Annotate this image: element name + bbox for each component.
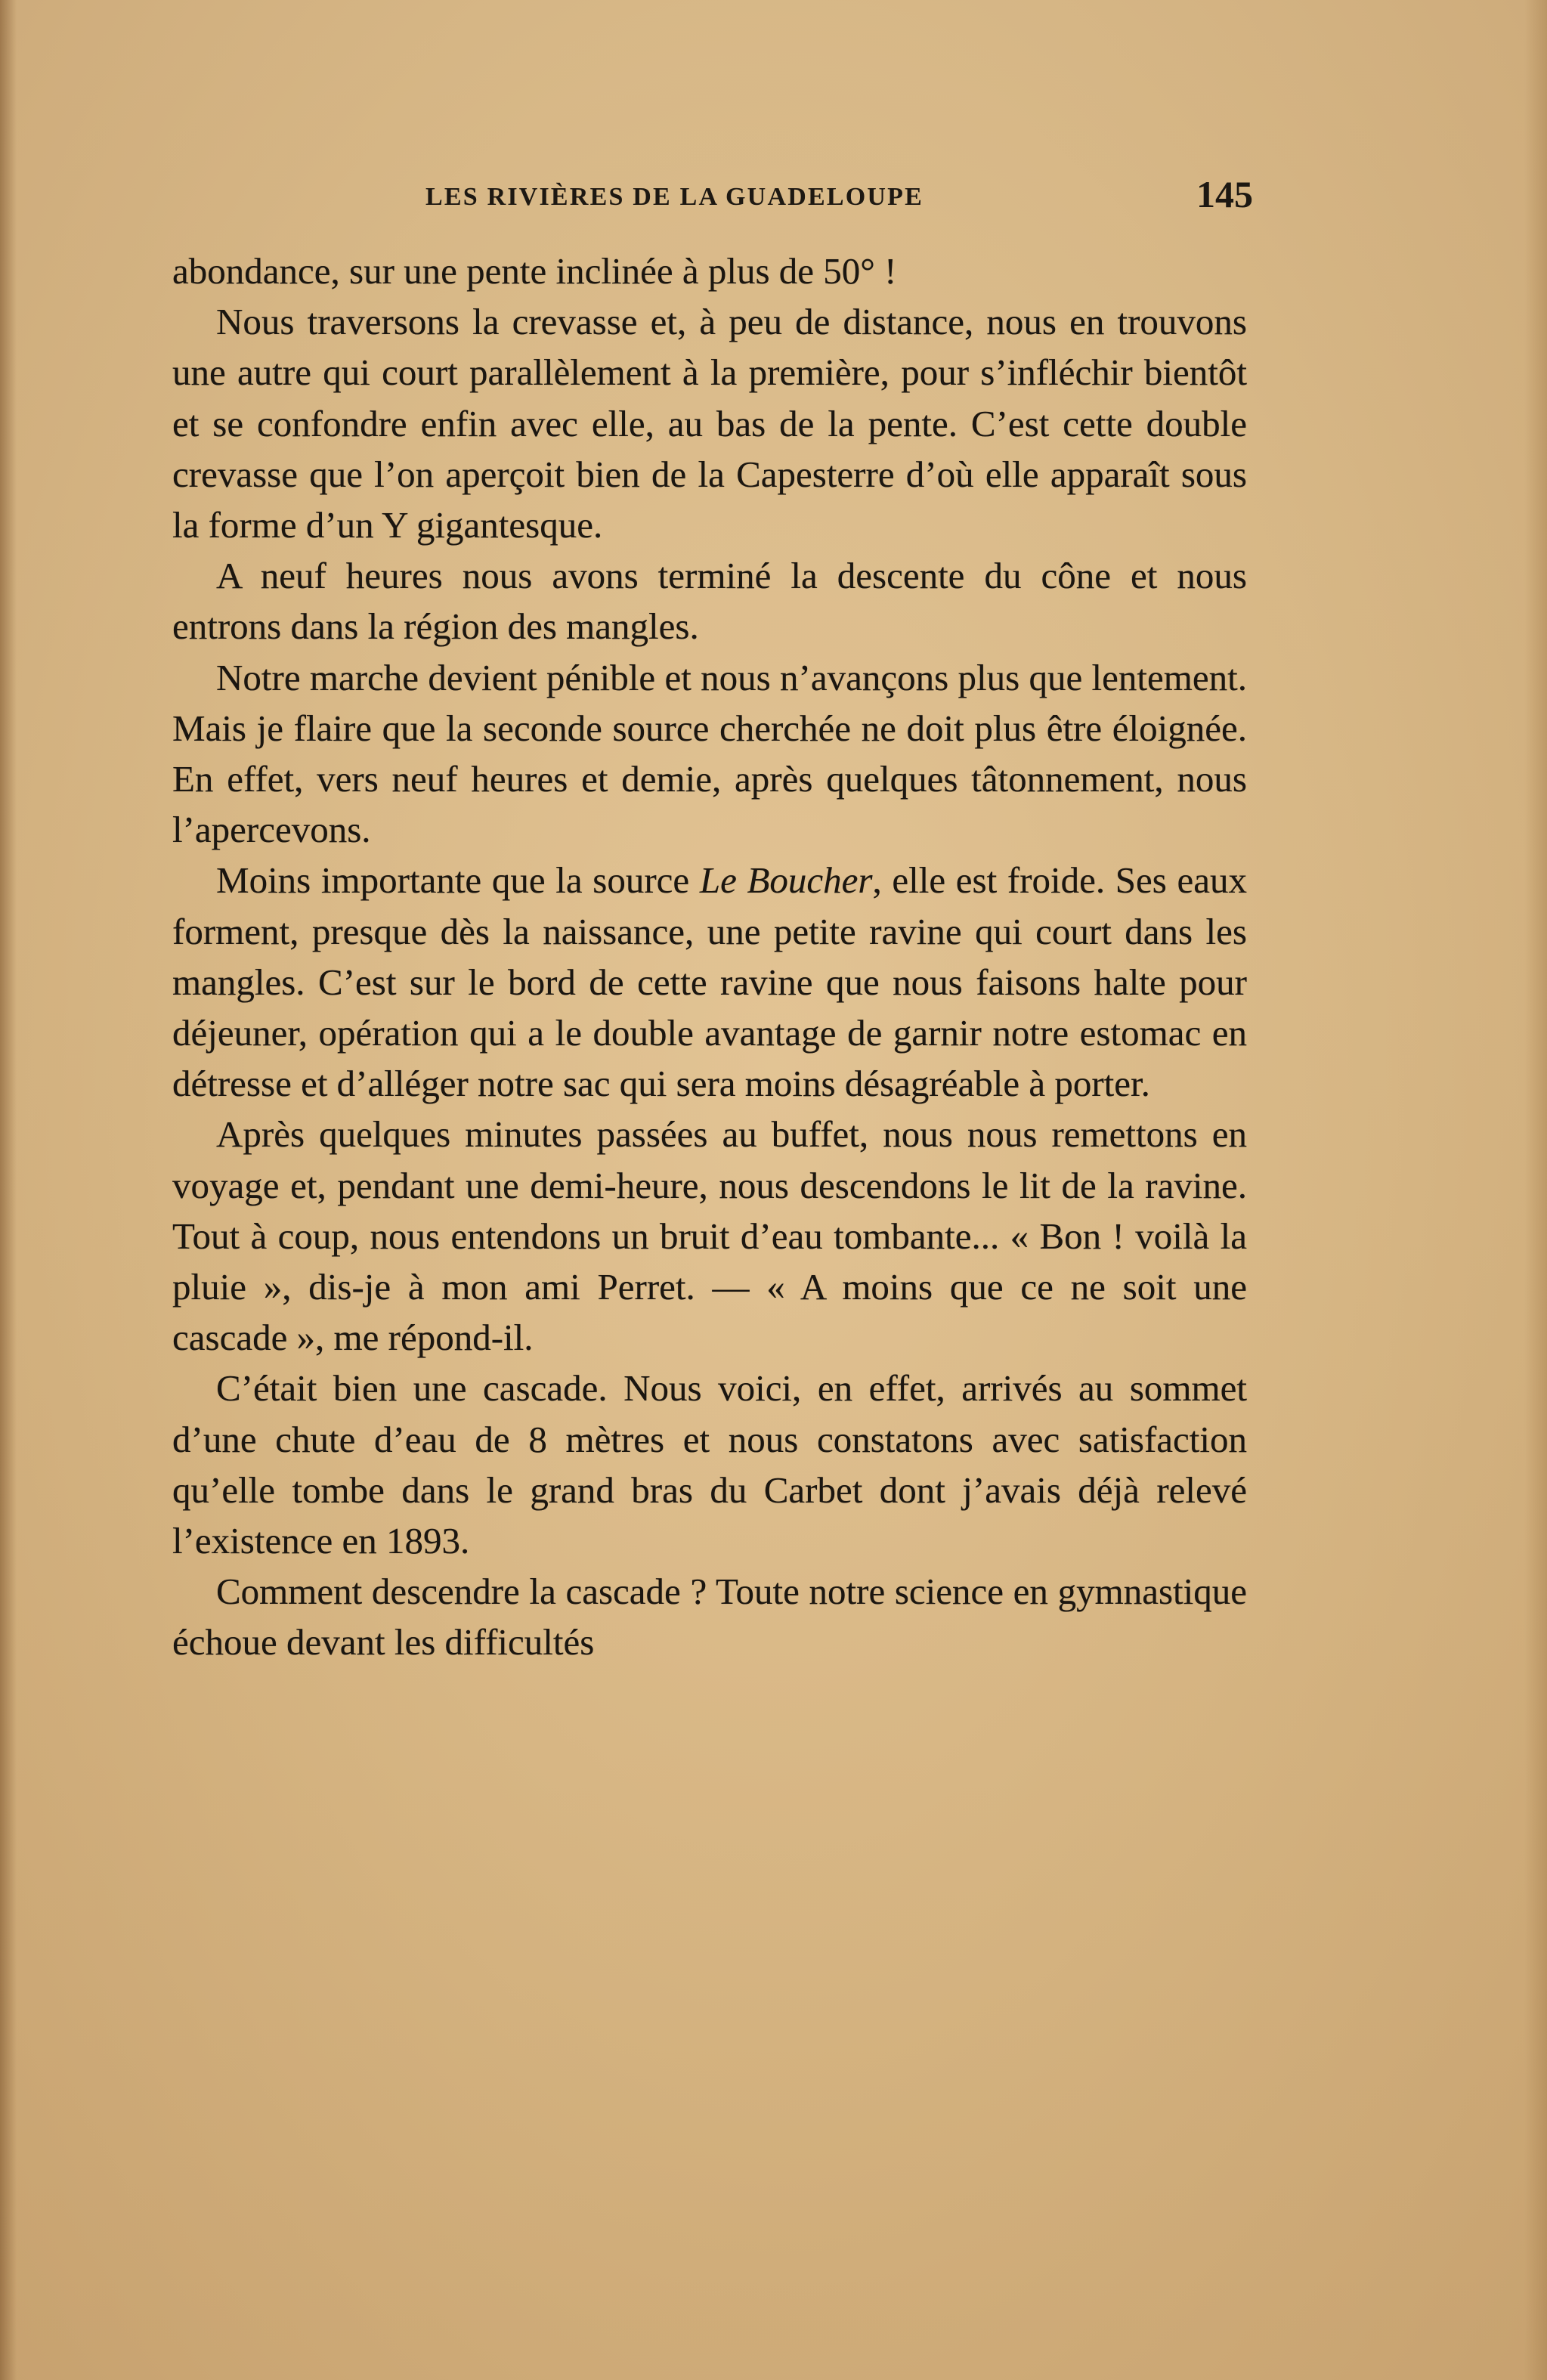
paragraph-1: abondance, sur une pente inclinée à plus de 50° ! (172, 250, 897, 292)
source-name-italic: Le Boucher (699, 859, 873, 902)
paragraph-4: Notre marche devient pénible et nous n’avançons plus que lentement. Mais je flaire que la seconde source cherchée ne doit plus être éloignée. En effet, vers neuf heures et demie, après quelques tâtonnement, nous l’apercevons. (172, 656, 1247, 851)
paragraph-5-rest: , elle est froide. Ses eaux forment, presque dès la naissance, une petite ravine qui court dans les mangles. C’est sur le bord de cette ravine que nous faisons halte pour déjeuner, opération qui a le double avantage de garnir notre estomac en détresse et d’alléger notre sac qui sera moins désagréable à porter. (172, 859, 1248, 1105)
paragraph-3: A neuf heures nous avons terminé la descente du cône et nous entrons dans la région des mangles. (172, 555, 1247, 648)
paragraph-7: C’était bien une cascade. Nous voici, en effet, arrivés au sommet d’une chute d’eau de 8 mètres et nous constatons avec satisfaction qu’elle tombe dans le grand bras du Carbet dont j’avais déjà relevé l’existence en 1893. (172, 1367, 1247, 1562)
paragraph-2: Nous traversons la crevasse et, à peu de distance, nous en trouvons une autre qui court parallèlement à la première, pour s’infléchir bientôt et se confondre enfin avec elle, au bas de la pente. C’est cette double crevasse que l’on aperçoit bien de la Capesterre d’où elle apparaît sous la forme d’un Y gigantesque. (172, 301, 1247, 546)
paragraph-5-start: Moins importante que la source (216, 859, 690, 902)
paragraph-6: Après quelques minutes passées au buffet, nous nous remettons en voyage et, pendant une demi-heure, nous descendons le lit de la ravine. Tout à coup, nous entendons un bruit d’eau tombante... « Bon ! voilà la pluie », dis-je à mon ami Perret. — « A moins que ce ne soit une cascade », me répond-il. (172, 1113, 1247, 1359)
running-title: LES RIVIÈRES DE LA GUADELOUPE (425, 183, 924, 211)
paragraph-5 (172, 855, 1247, 1109)
paragraph-8: Comment descendre la cascade ? Toute notre science en gymnastique échoue devant les difficultés (172, 1571, 1247, 1664)
body-text (172, 246, 1247, 1668)
page-number: 145 (1196, 173, 1253, 215)
page-header (172, 172, 1253, 218)
